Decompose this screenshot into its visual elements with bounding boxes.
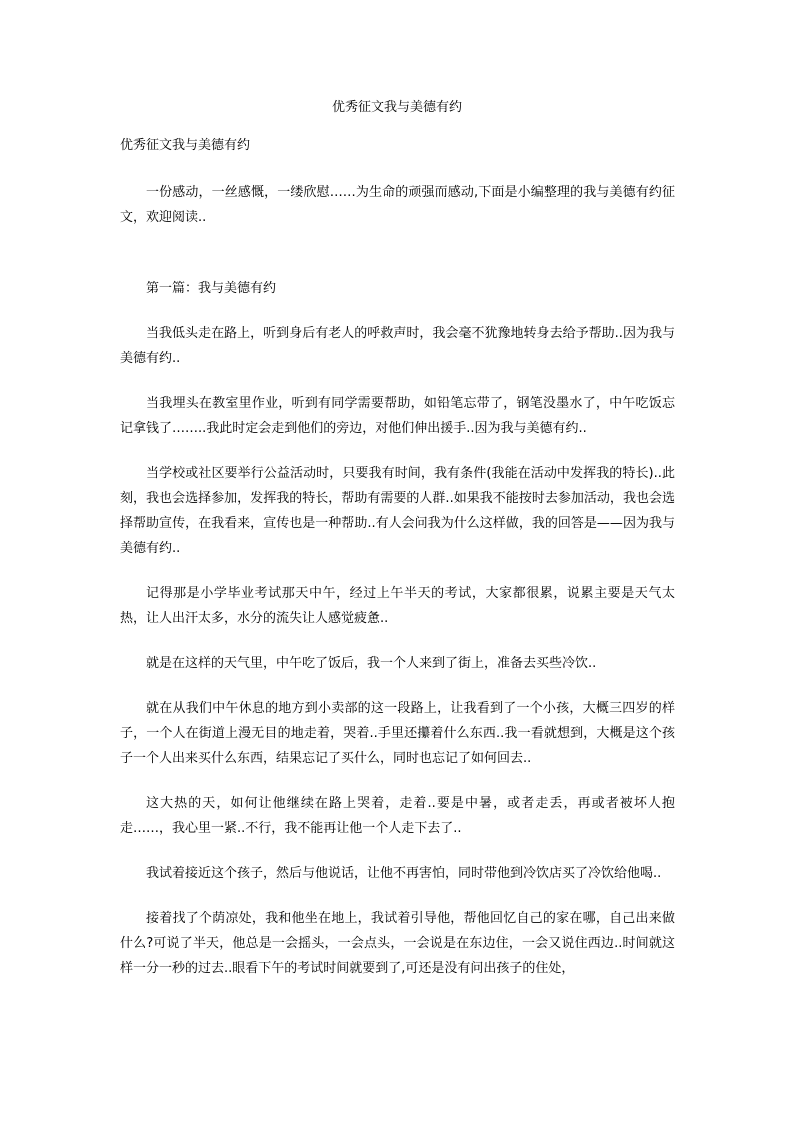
body-paragraph: 接着找了个荫凉处，我和他坐在地上，我试着引导他，帮他回忆自己的家在哪，自己出来做什么?可说了半天，他总是一会摇头，一会点头，一会说是在东边住，一会又说住西边..时间就这样一分一秒的过去..眼看下午的考试时间就要到了,可还是没有问出孩子的住处，	[120, 911, 675, 976]
body-paragraph: 当我低头走在路上，听到身后有老人的呼救声时，我会毫不犹豫地转身去给予帮助..因为我与美德有约..	[120, 326, 675, 366]
document-subtitle: 优秀征文我与美德有约	[120, 138, 251, 153]
body-paragraph: 这大热的天，如何让他继续在路上哭着，走着..要是中暑，或者走丢，再或者被坏人抱走……，我心里一紧..不行，我不能再让他一个人走下去了..	[120, 796, 675, 836]
body-paragraph: 就在从我们中午休息的地方到小卖部的这一段路上，让我看到了一个小孩，大概三四岁的样子，一个人在街道上漫无目的地走着，哭着..手里还攥着什么东西..我一看就想到，大概是这个孩子一个人出来买什么东西，结果忘记了买什么，同时也忘记了如何回去..	[120, 701, 675, 766]
body-paragraph: 当我埋头在教室里作业，听到有同学需要帮助，如铅笔忘带了，钢笔没墨水了，中午吃饭忘记拿钱了……..我此时定会走到他们的旁边，对他们伸出援手..因为我与美德有约..	[120, 396, 675, 436]
body-paragraph: 记得那是小学毕业考试那天中午，经过上午半天的考试，大家都很累，说累主要是天气太热，让人出汗太多，水分的流失让人感觉疲惫..	[120, 586, 675, 626]
body-paragraph: 我试着接近这个孩子，然后与他说话，让他不再害怕，同时带他到冷饮店买了冷饮给他喝..	[146, 866, 662, 881]
document-body	[120, 180, 675, 1001]
body-paragraph: 就是在这样的天气里，中午吃了饭后，我一个人来到了街上，准备去买些冷饮..	[146, 656, 597, 671]
intro-paragraph: 一份感动，一丝感慨，一缕欣慰……为生命的顽强而感动,下面是小编整理的我与美德有约征文，欢迎阅读..	[120, 185, 675, 225]
section-heading: 第一篇：我与美德有约	[146, 281, 277, 296]
document-title: 优秀征文我与美德有约	[331, 100, 462, 115]
body-paragraph: 当学校或社区要举行公益活动时，只要我有时间，我有条件(我能在活动中发挥我的特长)..此刻，我也会选择参加，发挥我的特长，帮助有需要的人群..如果我不能按时去参加活动，我也会选择帮助宣传，在我看来，宣传也是一种帮助..有人会问我为什么这样做，我的回答是——因为我与美德有约..	[120, 466, 675, 556]
